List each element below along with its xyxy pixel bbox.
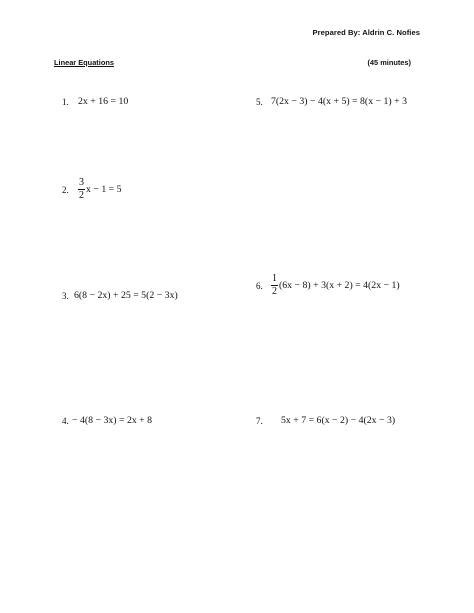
problem-1 [62,96,128,107]
problem-equation [78,178,122,201]
problem-number: 2. [62,184,69,195]
problem-equation: 2x + 16 = 10 [78,96,129,107]
problem-number: 7. [256,415,263,426]
problem-3 [62,290,178,301]
problem-equation: − 4(8 − 3x) = 2x + 8 [72,415,153,426]
fraction-denominator: 2 [79,189,84,201]
problem-equation: 7(2x − 3) − 4(x + 5) = 8(x − 1) + 3 [271,96,407,107]
equation-remainder: (6x − 8) + 3(x + 2) = 4(2x − 1) [279,280,400,291]
problem-number: 5. [256,96,263,107]
worksheet-title: Linear Equations [54,58,114,67]
fraction-denominator: 2 [272,285,277,297]
problem-4 [62,415,152,426]
problem-5 [256,96,407,107]
problem-6 [256,274,400,297]
problem-equation: 5x + 7 = 6(x − 2) − 4(2x − 3) [281,415,396,426]
problem-equation: 6(8 − 2x) + 25 = 5(2 − 3x) [74,290,178,301]
fraction-numerator: 1 [272,273,277,284]
fraction [78,178,85,201]
problem-number: 1. [62,96,69,107]
problem-number: 3. [62,290,69,301]
problem-number: 4. [62,415,69,426]
problem-equation [271,274,400,297]
problem-2 [62,178,122,201]
equation-remainder: x − 1 = 5 [86,184,122,195]
prepared-by-label: Prepared By: Aldrin C. Nofies [312,28,420,37]
fraction [271,274,278,297]
fraction-numerator: 3 [79,177,84,188]
problem-number: 6. [256,280,263,291]
problem-7 [256,415,395,426]
time-allotment: (45 minutes) [367,58,411,67]
